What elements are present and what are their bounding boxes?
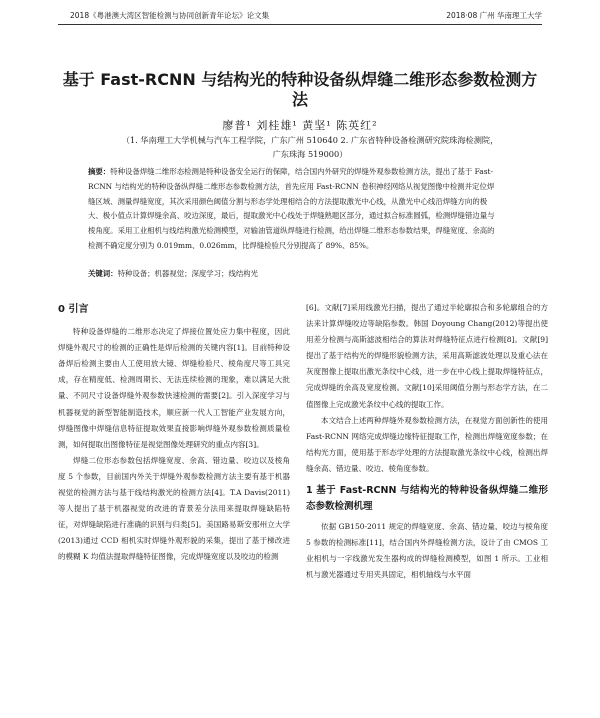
affiliations xyxy=(80,133,540,161)
keywords-text: 特种设备；机器视觉；深度学习；线结构光 xyxy=(117,269,259,278)
header-rule xyxy=(58,24,542,25)
paper-title: 基于 Fast-RCNN 与结构光的特种设备纵焊缝二维形态参数检测方法 xyxy=(62,70,538,109)
affiliation-line-1: （1. 华南理工大学机械与汽车工程学院，广东广州 510640 2. 广东省特种设备检测研究院珠海检测院， xyxy=(121,135,499,145)
abstract xyxy=(88,165,496,254)
abstract-text: 特种设备焊缝二维形态检测是特种设备安全运行的保障，结合国内外研究的焊缝外观参数检测方法，提出了基于 Fast-RCNN 与结构光的特种设备纵焊缝二维形态参数检测方法，首先应用 Fast-RCNN 卷积神经网络从视觉图像中检测并定位焊缝区域、测量焊缝宽度，其次采用颜色阈值分割与形态学处理相结合的方法提取激光中心线，从激光中心线沿焊缝方向的极大、极小值点计算焊缝余高、咬边深度，最后，提取激光中心线处于焊缝熟题区部分，通过拟合标准圆弧，检测焊缝错边量与棱角度。采用工业相机与线结构激光检测模型，对输油管道纵焊缝进行检测，给出焊缝二维形态参数结果，焊缝宽度、余高的检测不确定度分别为 0.019mm、0.026mm，比焊缝检验尺分别提高了 89%、85%。 xyxy=(88,167,495,250)
paragraph: 焊缝二位形态参数包括焊缝宽度、余高、错边量、咬边以及棱角度 5 个参数，目前国内外关于焊缝外观参数检测方法主要有基于机器视觉的检测方法与基于线结构激光的检测方法[4]。T.A Davis(2011)等人提出了基于机器视觉的改进的背景差分法用来提取焊缝缺陷特征，对焊缝缺陷进行准确的识别与归类[5]。美国路易斯安那州立大学(2013)通过 CCD 相机实时焊缝外观形貌的采集，提出了基于梯改进的模糊 K 均值法提取焊缝特征图像，完成焊缝宽度以及咬边的检测 xyxy=(58,455,290,562)
header-left: 2018《粤港澳大湾区智能检测与协同创新青年论坛》论文集 xyxy=(70,11,270,20)
affiliation-line-2: 广东珠海 519000） xyxy=(272,149,348,159)
right-column xyxy=(306,300,548,583)
paragraph: 本文结合上述两种焊缝外观参数检测方法，在视觉方面创新性的使用 Fast-RCNN 网络完成焊缝边缘特征提取工作，检测出焊缝宽度参数；在结构光方面，使用基于形态学处理的方法提取激光条纹中心线，检测出焊缝余高、错边量、咬边、棱角度参数。 xyxy=(306,415,548,473)
keywords xyxy=(88,268,496,279)
paragraph: 特种设备焊缝的二维形态决定了焊接位置处应力集中程度，因此焊缝外观尺寸的检测的正确性是焊后检测的关键内容[1]。目前特种设备焊后检测主要由人工使用放大镜、焊缝检验尺、棱角度尺等工具完成，存在精度低、检测周期长、无法连续检测的现象，难以满足大批量、不同尺寸设备焊缝外观参数快速检测的需要[2]。引入深度学习与机器视觉的新型智能制造技术，顺应新一代人工智能产业发展方向，焊缝图像中焊缝信息特征提取效果直接影响焊缝外观参数检测质量检测，如何提取出图像特征是视觉图像处理研究的重点内容[3]。 xyxy=(58,327,290,449)
paragraph: [6]。文献[7]采用线激光扫描，提出了通过半轮廓拟合和多轮廓组合的方法来计算焊缝咬边等缺陷参数。韩国 Doyoung Chang(2012)等提出使用差分检测与高斯滤波相结合的算法对焊缝特征点进行检测[8]。文献[9]提出了基于结构光的焊缝形貌检测方法，采用高斯滤波处理以及重心法在灰度图像上提取出激光条纹中心线，进一步在中心线上提取焊缝特征点，完成焊缝的余高及宽度检测。文献[10]采用阈值分割与形态学方法，在二值图像上完成激光条纹中心线的提取工作。 xyxy=(306,303,548,409)
keywords-label: 关键词： xyxy=(88,269,118,278)
header-right: 2018·08 广州 华南理工大学 xyxy=(446,11,542,20)
section-heading-1: 1 基于 Fast-RCNN 与结构光的特种设备纵焊缝二维形态参数检测机理 xyxy=(306,485,548,513)
abstract-label: 摘要： xyxy=(88,167,111,176)
section-heading-intro: 0 引言 xyxy=(58,304,89,315)
authors: 廖普¹ 刘桂雄¹ 黄坚¹ 陈英红² xyxy=(222,119,378,132)
left-column xyxy=(58,300,290,566)
paragraph: 依据 GB150-2011 规定的焊缝宽度、余高、错边量、咬边与棱角度 5 参数的检测标准[11]，结合国内外焊缝检测方法，设计了由 CMOS 工业相机与一字线激光发生器构成的焊缝检测模型，如图 1 所示。工业相机与激光器通过专用夹具固定，相机轴线与水平面 xyxy=(306,522,548,580)
running-header xyxy=(70,8,542,20)
